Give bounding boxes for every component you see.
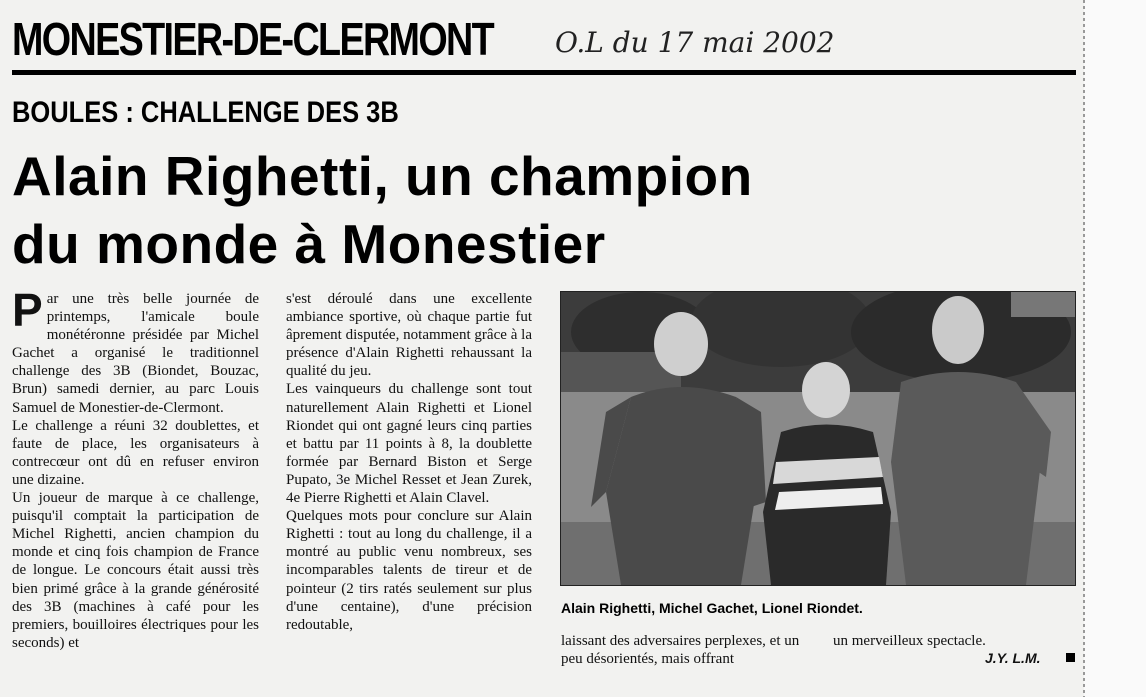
headline-line-1: Alain Righetti, un champion <box>12 145 753 207</box>
masthead-rule <box>12 70 1076 75</box>
masthead-town: MONESTIER-DE-CLERMONT <box>12 13 494 65</box>
drop-cap: P <box>12 284 43 336</box>
headline-line-2: du monde à Monestier <box>12 213 606 275</box>
author-signature: J.Y. L.M. <box>985 650 1041 666</box>
article-headline <box>12 142 753 278</box>
article-column-3b: un merveilleux spectacle. <box>833 633 986 649</box>
paragraph-intro: Par une très belle journée de printemps, l'amicale boule monétéronne présidée par Michel Gachet a organisé le traditionnel challenge des 3B (Biondet, Bouzac, Brun) samedi dernier, au parc Louis Samuel de Monestier-de-Clermont. <box>12 284 259 416</box>
article-column-3a: laissant des adversaires perplexes, et un peu désorientés, mais offrant <box>561 633 800 667</box>
fold-line <box>1083 0 1085 697</box>
article-kicker: BOULES : CHALLENGE DES 3B <box>12 96 399 129</box>
photo-caption: Alain Righetti, Michel Gachet, Lionel Riondet. <box>561 600 863 616</box>
paragraph: Un joueur de marque à ce challenge, puisqu'il comptait la participation de Michel Righetti, ancien champion du monde et cinq fois champion de France de longue. Le concours était aussi très bien primé grâce à la grande générosité des 3B (machines à café pour les premiers, bouilloires électriques pour les seconds) et <box>12 490 259 651</box>
article-column-2 <box>286 290 532 634</box>
photo-three-men-illustration <box>561 292 1075 585</box>
page-margin <box>1084 0 1146 697</box>
article-photo <box>560 291 1076 586</box>
paragraph: Le challenge a réuni 32 doublettes, et faute de place, les organisateurs à contrecœur ont dû en refuser environ une dizaine. <box>12 417 259 488</box>
paragraph: Les vainqueurs du challenge sont tout naturellement Alain Righetti et Lionel Riondet qui ont gagné leurs cinq parties et battu par 11 points à 8, la doublette formée par Bernard Biston et Serge Pupato, 3e Michel Resset et Jean Zurek, 4e Pierre Righetti et Alain Clavel. <box>286 381 532 507</box>
article-column-1 <box>12 284 259 652</box>
handwritten-source-note: O.L du 17 mai 2002 <box>555 26 835 59</box>
end-mark <box>1066 653 1075 662</box>
paragraph: s'est déroulé dans une excellente ambiance sportive, où chaque partie fut âprement disputée, notamment grâce à la présence d'Alain Righetti rehaussant la qualité du jeu. <box>286 291 532 380</box>
paragraph: Quelques mots pour conclure sur Alain Righetti : tout au long du challenge, il a montré au public venu nombreux, ses incomparables talents de tireur et de pointeur (2 tirs ratés seulement sur plus d'une centaine), d'une précision redoutable, <box>286 508 532 633</box>
